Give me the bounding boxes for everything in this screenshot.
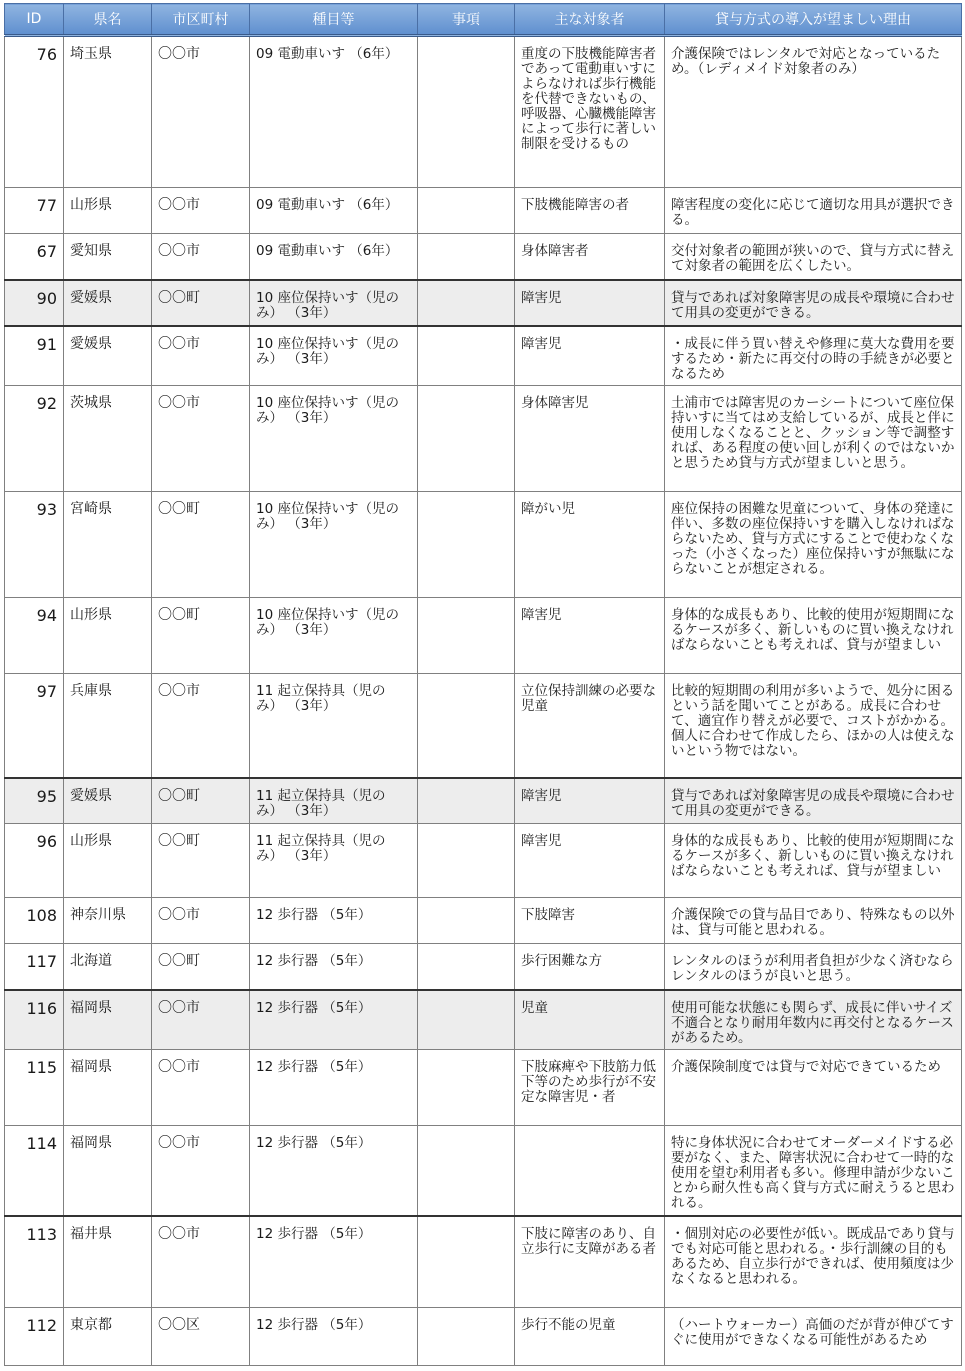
cell-reason: 身体的な成長もあり、比較的使用が短期間になるケースが多く、新しいものに買い換えなければならないことも考えれば、貸与が望ましい bbox=[665, 824, 962, 898]
cell-target: 障害児 bbox=[515, 824, 665, 898]
cell-reason: 介護保険での貸与品目であり、特殊なもの以外は、貸与可能と思われる。 bbox=[665, 898, 962, 944]
cell-municipality: 〇〇市 bbox=[152, 898, 250, 944]
cell-item-type: 12 歩行器 （5年） bbox=[250, 990, 418, 1050]
cell-prefecture: 福岡県 bbox=[64, 990, 152, 1050]
request-table bbox=[4, 3, 962, 1366]
cell-id: 76 bbox=[5, 36, 64, 188]
cell-municipality: 〇〇町 bbox=[152, 492, 250, 598]
cell-id: 77 bbox=[5, 188, 64, 234]
cell-item-type: 12 歩行器 （5年） bbox=[250, 1308, 418, 1366]
cell-prefecture: 山形県 bbox=[64, 824, 152, 898]
cell-reason: 土浦市では障害児のカーシートについて座位保持いすに当てはめ支給しているが、成長と伴に使用しなくなることと、クッション等で調整すれば、ある程度の使い回しが利くのではないかと思うため貸与方式が望ましいと思う。 bbox=[665, 386, 962, 492]
cell-id: 90 bbox=[5, 280, 64, 326]
cell-matter bbox=[418, 990, 515, 1050]
cell-id: 96 bbox=[5, 824, 64, 898]
cell-prefecture: 愛知県 bbox=[64, 234, 152, 280]
cell-id: 114 bbox=[5, 1126, 64, 1216]
cell-target: 下肢麻痺や下肢筋力低下等のため歩行が不安定な障害児・者 bbox=[515, 1050, 665, 1126]
cell-matter bbox=[418, 326, 515, 386]
table-row bbox=[5, 326, 962, 386]
cell-id: 112 bbox=[5, 1308, 64, 1366]
cell-item-type: 09 電動車いす （6年） bbox=[250, 234, 418, 280]
cell-municipality: 〇〇市 bbox=[152, 674, 250, 778]
cell-target: 身体障害児 bbox=[515, 386, 665, 492]
cell-reason: 障害程度の変化に応じて適切な用具が選択できる。 bbox=[665, 188, 962, 234]
table-row bbox=[5, 492, 962, 598]
header-matter: 事項 bbox=[418, 4, 515, 36]
table-row bbox=[5, 1216, 962, 1308]
cell-target: 障害児 bbox=[515, 280, 665, 326]
cell-id: 116 bbox=[5, 990, 64, 1050]
cell-matter bbox=[418, 280, 515, 326]
table-row bbox=[5, 234, 962, 280]
cell-municipality: 〇〇市 bbox=[152, 188, 250, 234]
header-id: ID bbox=[5, 4, 64, 36]
cell-item-type: 10 座位保持いす（児のみ） （3年） bbox=[250, 386, 418, 492]
cell-matter bbox=[418, 778, 515, 824]
cell-reason: 貸与であれば対象障害児の成長や環境に合わせて用具の変更ができる。 bbox=[665, 778, 962, 824]
cell-municipality: 〇〇市 bbox=[152, 326, 250, 386]
cell-target: 重度の下肢機能障害者であって電動車いすによらなければ歩行機能を代替できないもの、呼吸器、心臓機能障害によって歩行に著しい制限を受けるもの bbox=[515, 36, 665, 188]
cell-reason: ・個別対応の必要性が低い。既成品であり貸与でも対応可能と思われる。・歩行訓練の目的もあるため、自立歩行ができれば、使用頻度は少なくなると思われる。 bbox=[665, 1216, 962, 1308]
cell-municipality: 〇〇市 bbox=[152, 1216, 250, 1308]
table-row bbox=[5, 1050, 962, 1126]
cell-item-type: 12 歩行器 （5年） bbox=[250, 1216, 418, 1308]
cell-reason: 貸与であれば対象障害児の成長や環境に合わせて用具の変更ができる。 bbox=[665, 280, 962, 326]
cell-prefecture: 兵庫県 bbox=[64, 674, 152, 778]
table-row bbox=[5, 188, 962, 234]
header-reason: 貸与方式の導入が望ましい理由 bbox=[665, 4, 962, 36]
cell-id: 95 bbox=[5, 778, 64, 824]
cell-matter bbox=[418, 674, 515, 778]
cell-prefecture: 福岡県 bbox=[64, 1050, 152, 1126]
cell-municipality: 〇〇町 bbox=[152, 944, 250, 990]
cell-municipality: 〇〇市 bbox=[152, 36, 250, 188]
cell-prefecture: 茨城県 bbox=[64, 386, 152, 492]
cell-matter bbox=[418, 36, 515, 188]
table-row bbox=[5, 990, 962, 1050]
cell-item-type: 10 座位保持いす（児のみ） （3年） bbox=[250, 598, 418, 674]
cell-item-type: 11 起立保持具（児のみ） （3年） bbox=[250, 778, 418, 824]
cell-prefecture: 福岡県 bbox=[64, 1126, 152, 1216]
cell-prefecture: 愛媛県 bbox=[64, 280, 152, 326]
cell-prefecture: 山形県 bbox=[64, 598, 152, 674]
cell-item-type: 11 起立保持具（児のみ） （3年） bbox=[250, 824, 418, 898]
cell-prefecture: 福井県 bbox=[64, 1216, 152, 1308]
cell-item-type: 10 座位保持いす（児のみ） （3年） bbox=[250, 280, 418, 326]
cell-municipality: 〇〇町 bbox=[152, 778, 250, 824]
cell-item-type: 12 歩行器 （5年） bbox=[250, 1126, 418, 1216]
table-row bbox=[5, 778, 962, 824]
cell-id: 113 bbox=[5, 1216, 64, 1308]
cell-id: 115 bbox=[5, 1050, 64, 1126]
table-row bbox=[5, 1308, 962, 1366]
cell-id: 97 bbox=[5, 674, 64, 778]
cell-id: 93 bbox=[5, 492, 64, 598]
cell-municipality: 〇〇区 bbox=[152, 1308, 250, 1366]
cell-reason: 比較的短期間の利用が多いようで、処分に困るという話を聞いてことがある。成長に合わせて、適宜作り替えが必要で、コストがかかる。個人に合わせて作成したら、ほかの人は使えないという物ではない。 bbox=[665, 674, 962, 778]
cell-id: 94 bbox=[5, 598, 64, 674]
table-row bbox=[5, 898, 962, 944]
cell-prefecture: 愛媛県 bbox=[64, 326, 152, 386]
cell-matter bbox=[418, 386, 515, 492]
cell-municipality: 〇〇市 bbox=[152, 234, 250, 280]
cell-prefecture: 神奈川県 bbox=[64, 898, 152, 944]
cell-target: 歩行不能の児童 bbox=[515, 1308, 665, 1366]
cell-item-type: 09 電動車いす （6年） bbox=[250, 188, 418, 234]
cell-matter bbox=[418, 1308, 515, 1366]
cell-item-type: 12 歩行器 （5年） bbox=[250, 1050, 418, 1126]
cell-id: 67 bbox=[5, 234, 64, 280]
cell-id: 108 bbox=[5, 898, 64, 944]
cell-matter bbox=[418, 188, 515, 234]
cell-matter bbox=[418, 898, 515, 944]
cell-id: 92 bbox=[5, 386, 64, 492]
cell-item-type: 09 電動車いす （6年） bbox=[250, 36, 418, 188]
cell-municipality: 〇〇市 bbox=[152, 1126, 250, 1216]
cell-reason: （ハートウォーカー）高価のだが背が伸びてすぐに使用ができなくなる可能性があるため bbox=[665, 1308, 962, 1366]
cell-prefecture: 宮崎県 bbox=[64, 492, 152, 598]
cell-matter bbox=[418, 492, 515, 598]
cell-reason: 介護保険制度では貸与で対応できているため bbox=[665, 1050, 962, 1126]
table-row bbox=[5, 386, 962, 492]
cell-matter bbox=[418, 1050, 515, 1126]
cell-target: 障害児 bbox=[515, 326, 665, 386]
table-row bbox=[5, 944, 962, 990]
cell-target: 障害児 bbox=[515, 778, 665, 824]
cell-municipality: 〇〇町 bbox=[152, 280, 250, 326]
table-row bbox=[5, 36, 962, 188]
cell-matter bbox=[418, 944, 515, 990]
cell-reason: 介護保険ではレンタルで対応となっているため。（レディメイド対象者のみ） bbox=[665, 36, 962, 188]
cell-prefecture: 山形県 bbox=[64, 188, 152, 234]
cell-prefecture: 埼玉県 bbox=[64, 36, 152, 188]
cell-prefecture: 北海道 bbox=[64, 944, 152, 990]
table-row bbox=[5, 280, 962, 326]
cell-reason: 特に身体状況に合わせてオーダーメイドする必要がなく、また、障害状況に合わせて一時的な使用を望む利用者も多い。修理申請が少ないことから耐久性も高く貸与方式に耐えうると思われる。 bbox=[665, 1126, 962, 1216]
cell-reason: ・成長に伴う買い替えや修理に莫大な費用を要するため・新たに再交付の時の手続きが必要となるため bbox=[665, 326, 962, 386]
cell-reason: 交付対象者の範囲が狭いので、貸与方式に替えて対象者の範囲を広くしたい。 bbox=[665, 234, 962, 280]
cell-municipality: 〇〇市 bbox=[152, 1050, 250, 1126]
cell-matter bbox=[418, 1126, 515, 1216]
cell-target bbox=[515, 1126, 665, 1216]
cell-item-type: 10 座位保持いす（児のみ） （3年） bbox=[250, 492, 418, 598]
cell-target: 障がい児 bbox=[515, 492, 665, 598]
cell-prefecture: 東京都 bbox=[64, 1308, 152, 1366]
cell-matter bbox=[418, 1216, 515, 1308]
cell-reason: 座位保持の困難な児童について、身体の発達に伴い、多数の座位保持いすを購入しなければならないため、貸与方式にすることで使わなくなった（小さくなった）座位保持いすが無駄にならないことが想定される。 bbox=[665, 492, 962, 598]
cell-target: 身体障害者 bbox=[515, 234, 665, 280]
table-row bbox=[5, 1126, 962, 1216]
cell-municipality: 〇〇市 bbox=[152, 386, 250, 492]
cell-municipality: 〇〇市 bbox=[152, 990, 250, 1050]
cell-item-type: 11 起立保持具（児のみ） （3年） bbox=[250, 674, 418, 778]
cell-matter bbox=[418, 234, 515, 280]
header-target: 主な対象者 bbox=[515, 4, 665, 36]
cell-target: 下肢障害 bbox=[515, 898, 665, 944]
cell-municipality: 〇〇町 bbox=[152, 598, 250, 674]
cell-target: 児童 bbox=[515, 990, 665, 1050]
cell-reason: 身体的な成長もあり、比較的使用が短期間になるケースが多く、新しいものに買い換えなければならないことも考えれば、貸与が望ましい bbox=[665, 598, 962, 674]
table-row bbox=[5, 824, 962, 898]
cell-target: 下肢機能障害の者 bbox=[515, 188, 665, 234]
cell-id: 91 bbox=[5, 326, 64, 386]
cell-target: 障害児 bbox=[515, 598, 665, 674]
cell-target: 歩行困難な方 bbox=[515, 944, 665, 990]
cell-item-type: 12 歩行器 （5年） bbox=[250, 944, 418, 990]
header-municipality: 市区町村 bbox=[152, 4, 250, 36]
header-item-type: 種目等 bbox=[250, 4, 418, 36]
cell-target: 立位保持訓練の必要な児童 bbox=[515, 674, 665, 778]
cell-prefecture: 愛媛県 bbox=[64, 778, 152, 824]
table-row bbox=[5, 674, 962, 778]
cell-item-type: 12 歩行器 （5年） bbox=[250, 898, 418, 944]
table-row bbox=[5, 598, 962, 674]
cell-matter bbox=[418, 824, 515, 898]
cell-matter bbox=[418, 598, 515, 674]
cell-id: 117 bbox=[5, 944, 64, 990]
cell-reason: 使用可能な状態にも関らず、成長に伴いサイズ不適合となり耐用年数内に再交付となるケースがあるため。 bbox=[665, 990, 962, 1050]
cell-reason: レンタルのほうが利用者負担が少なく済むならレンタルのほうが良いと思う。 bbox=[665, 944, 962, 990]
header-row bbox=[5, 4, 962, 36]
cell-municipality: 〇〇町 bbox=[152, 824, 250, 898]
cell-item-type: 10 座位保持いす（児のみ） （3年） bbox=[250, 326, 418, 386]
header-prefecture: 県名 bbox=[64, 4, 152, 36]
cell-target: 下肢に障害のあり、自立歩行に支障がある者 bbox=[515, 1216, 665, 1308]
